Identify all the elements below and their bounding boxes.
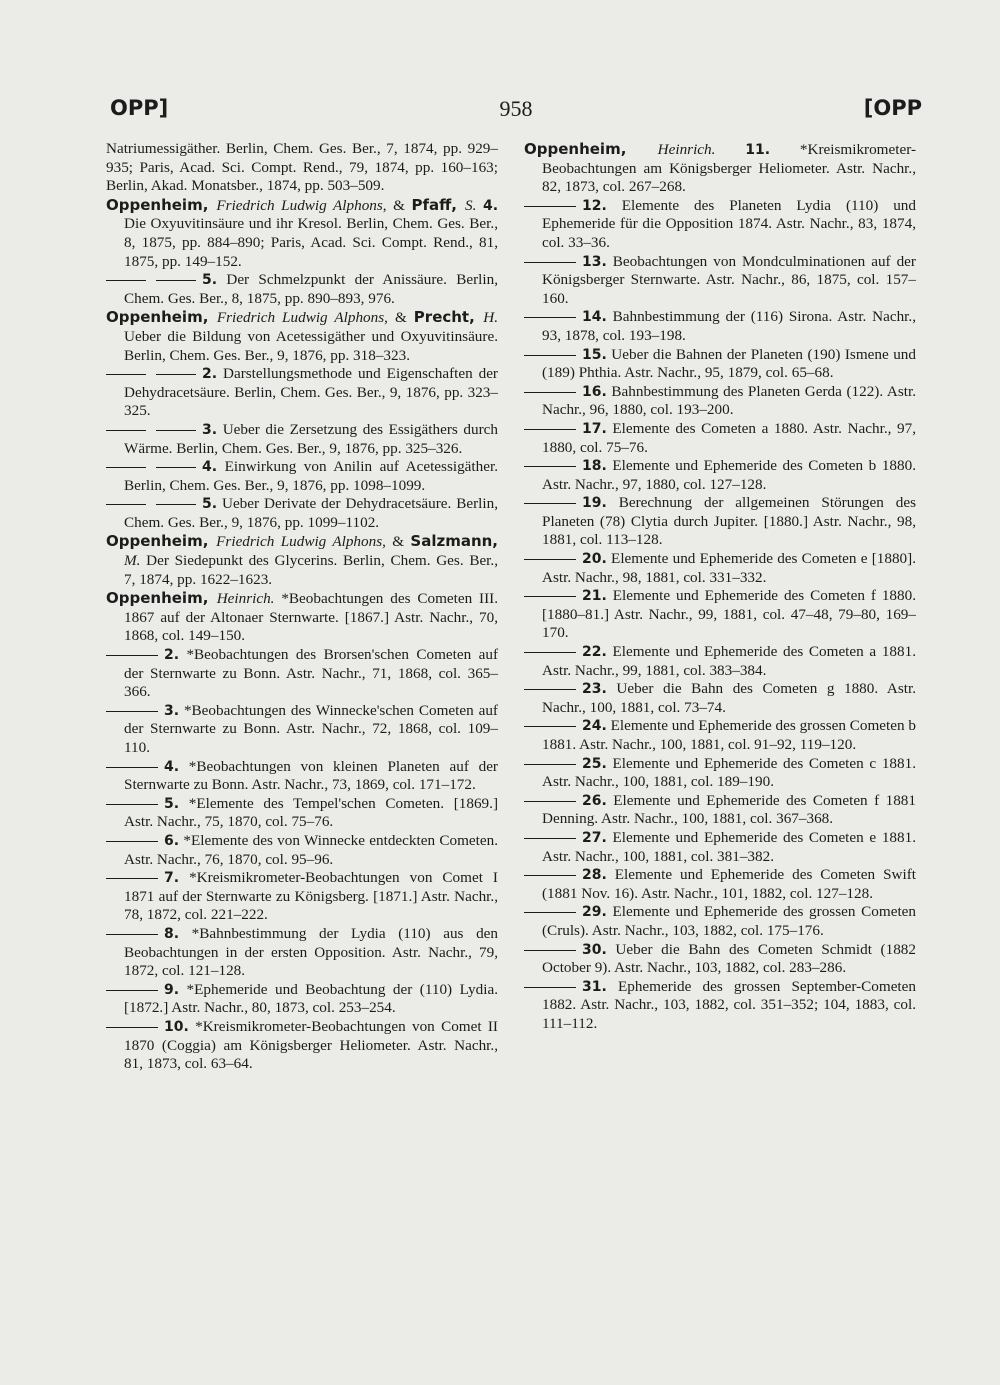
entry-number: 15. <box>582 346 607 363</box>
entry-number: 5. <box>202 496 218 513</box>
entry-citation: Die Oxyuvitinsäure und ihr Kresol. Berlin, Chem. Ges. Ber., 8, 1875, pp. 884–890; Paris, Acad. Sci. Compt. Rend., 81, 1875, pp. 149–152. <box>124 215 498 270</box>
bibliography-entry <box>106 421 498 458</box>
entry-citation: *Beobachtungen des Cometen III. 1867 auf der Altonaer Sternwarte. [1867.] Astr. Nachr., 70, 1868, col. 149–150. <box>124 590 498 645</box>
author-name: Oppenheim, <box>106 195 217 214</box>
ditto-rule <box>524 429 576 430</box>
entry-number: 2. <box>164 647 180 664</box>
entry-citation: Elemente und Ephemeride des Cometen a 1881. Astr. Nachr., 99, 1881, col. 383–384. <box>542 643 916 679</box>
author-given-name: H. <box>483 309 498 327</box>
entry-number: 22. <box>582 644 607 661</box>
page-number: 958 <box>499 96 533 121</box>
bibliography-entry <box>524 550 916 587</box>
bibliography-entry <box>106 981 498 1018</box>
entry-citation: Darstellungsmethode und Eigenschaften der Dehydracetsäure. Berlin, Chem. Ges. Ber., 9, 1876, pp. 323–325. <box>124 365 498 420</box>
entry-citation: Ueber die Bahn des Cometen g 1880. Astr. Nachr., 100, 1881, col. 73–74. <box>542 680 916 716</box>
ditto-rule <box>524 912 576 913</box>
running-head-right: [OPP <box>863 96 922 120</box>
ditto-rule <box>106 504 146 505</box>
bibliography-entry <box>524 587 916 643</box>
ditto-rule <box>106 990 158 991</box>
entry-number: 20. <box>582 551 607 568</box>
ditto-rule <box>524 317 576 318</box>
author-given-name: M. <box>124 552 141 570</box>
author-given-name: Heinrich. <box>657 141 716 158</box>
entry-citation: Beobachtungen von Mondculminationen auf der Königsberger Sternwarte. Astr. Nachr., 86, 1875, col. 157–160. <box>542 252 916 307</box>
ditto-rule <box>156 467 196 468</box>
entry-number: 5. <box>202 272 218 289</box>
ditto-rule <box>106 467 146 468</box>
bibliography-entry <box>524 253 916 309</box>
bibliography-entry <box>106 702 498 758</box>
entry-citation: Ueber die Bildung von Acetessigäther und Oxyuvitinsäure. Berlin, Chem. Ges. Ber., 9, 1876, pp. 318–323. <box>124 327 498 364</box>
entry-number: 12. <box>582 197 607 214</box>
entry-number: 3. <box>164 702 180 719</box>
author-name: Salzmann, <box>410 532 498 551</box>
bibliography-entry <box>524 866 916 903</box>
author-given-name: Friedrich Ludwig Alphons <box>216 533 383 551</box>
entry-citation: *Kreismikrometer-Beobachtungen von Comet I 1871 auf der Sternwarte zu Königsberg. [1871.] Astr. Nachr., 78, 1872, col. 221–222. <box>124 869 498 924</box>
ditto-rule <box>524 801 576 802</box>
ditto-rule <box>524 652 576 653</box>
ditto-rule <box>106 374 146 375</box>
ditto-rule <box>524 392 576 393</box>
ditto-rule <box>106 804 158 805</box>
bibliography-entry <box>106 196 498 271</box>
entry-number: 29. <box>582 904 607 921</box>
entry-citation: *Elemente des von Winnecke entdeckten Cometen. Astr. Nachr., 76, 1870, col. 95–96. <box>124 831 498 868</box>
bibliography-entry <box>524 457 916 494</box>
author-given-name: S. <box>465 196 477 214</box>
author-name: Oppenheim, <box>106 589 217 608</box>
entry-citation: *Kreismikrometer-Beobachtungen am Königsberger Heliometer. Astr. Nachr., 82, 1873, col. 267–268. <box>542 141 917 196</box>
entry-number: 18. <box>582 458 607 475</box>
bibliography-entry <box>524 717 916 754</box>
entry-citation: *Elemente des Tempel'schen Cometen. [1869.] Astr. Nachr., 75, 1870, col. 75–76. <box>124 794 498 831</box>
bibliography-entry <box>524 346 916 383</box>
bibliography-entry <box>106 832 498 869</box>
bibliography-entry <box>106 795 498 832</box>
entry-citation: Einwirkung von Anilin auf Acetessigäther. Berlin, Chem. Ges. Ber., 9, 1876, pp. 1098–1099. <box>124 458 498 494</box>
entry-citation: Elemente des Cometen a 1880. Astr. Nachr., 97, 1880, col. 75–76. <box>542 419 916 456</box>
entry-number: 30. <box>582 941 607 958</box>
author-name: Oppenheim, <box>524 140 658 158</box>
author-given-name: Friedrich Ludwig Alphons <box>216 196 383 214</box>
ditto-rule <box>106 1027 158 1028</box>
entry-citation: Bahnbestimmung des Planeten Gerda (122). Astr. Nachr., 96, 1880, col. 193–200. <box>542 382 916 419</box>
bibliography-entry <box>524 903 916 940</box>
entry-text: , & <box>384 309 414 327</box>
entry-number: 2. <box>202 366 218 383</box>
entry-number: 28. <box>582 867 607 884</box>
entry-number: 8. <box>164 925 180 942</box>
entry-citation: *Beobachtungen des Brorsen'schen Cometen auf der Sternwarte zu Bonn. Astr. Nachr., 71, 1868, col. 365–366. <box>124 646 498 701</box>
entry-citation: *Beobachtungen des Winnecke'schen Cometen auf der Sternwarte zu Bonn. Astr. Nachr., 72, 1868, col. 109–110. <box>124 701 498 756</box>
entry-number: 27. <box>582 829 607 846</box>
ditto-rule <box>524 466 576 467</box>
entry-number: 7. <box>164 870 180 887</box>
bibliography-entry <box>524 494 916 550</box>
entry-citation: Elemente und Ephemeride des Cometen e 1881. Astr. Nachr., 100, 1881, col. 381–382. <box>542 828 916 865</box>
entry-number: 5. <box>164 795 180 812</box>
ditto-rule <box>524 689 576 690</box>
bibliography-entry <box>106 532 498 589</box>
ditto-rule <box>106 841 158 842</box>
bibliography-entry <box>106 458 498 495</box>
ditto-rule <box>524 206 576 207</box>
entry-number: 4. <box>202 459 218 476</box>
entry-number: 16. <box>582 383 607 400</box>
entry-number: 10. <box>164 1018 189 1035</box>
bibliography-entry <box>524 383 916 420</box>
ditto-rule <box>524 950 576 951</box>
entry-citation: Ueber Derivate der Dehydracetsäure. Berlin, Chem. Ges. Ber., 9, 1876, pp. 1099–1102. <box>124 495 498 531</box>
entry-citation: Elemente und Ephemeride des grossen Cometen b 1881. Astr. Nachr., 100, 1881, col. 91–92, 119–120. <box>542 717 916 753</box>
entry-number: 4. <box>482 197 499 214</box>
ditto-rule <box>106 280 146 281</box>
ditto-rule <box>106 430 146 431</box>
entry-number: 26. <box>582 792 607 809</box>
entry-citation: Elemente und Ephemeride des Cometen e [1880]. Astr. Nachr., 98, 1881, col. 331–332. <box>542 550 916 586</box>
entry-number: 11. <box>745 142 771 158</box>
ditto-rule <box>524 764 576 765</box>
entry-number: 24. <box>582 718 607 735</box>
entry-citation: Elemente und Ephemeride des Cometen Swift (1881 Nov. 16). Astr. Nachr., 101, 1882, col. 127–128. <box>542 866 916 902</box>
ditto-rule <box>156 504 196 505</box>
ditto-rule <box>524 355 576 356</box>
left-column <box>106 140 498 1074</box>
entry-citation: *Bahnbestimmung der Lydia (110) aus den Beobachtungen in der ersten Opposition. Astr. Nachr., 79, 1872, col. 121–128. <box>124 924 498 980</box>
bibliography-entry <box>106 271 498 308</box>
ditto-rule <box>106 711 158 712</box>
entry-text: Natriumessigäther. Berlin, Chem. Ges. Ber., 7, 1874, pp. 929–935; Paris, Acad. Sci. Compt. Rend., 79, 1874, pp. 160–163; Berlin, Akad. Monatsber., 1874, pp. 503–509. <box>106 140 498 195</box>
bibliography-entry <box>524 308 916 345</box>
entry-citation: Elemente und Ephemeride des Cometen f 1880. [1880–81.] Astr. Nachr., 99, 1881, col. 47–48, 79–80, 169–170. <box>542 587 916 642</box>
entry-number: 3. <box>202 421 218 438</box>
entry-number: 14. <box>582 309 607 326</box>
entry-number: 19. <box>582 495 607 512</box>
author-name: Precht, <box>413 308 484 327</box>
entry-citation: Elemente und Ephemeride des grossen Cometen (Cruls). Astr. Nachr., 103, 1882, col. 175–176. <box>542 903 916 939</box>
bibliography-entry <box>106 308 498 365</box>
bibliography-entry <box>106 646 498 702</box>
bibliography-entry <box>524 755 916 792</box>
entry-citation: Ueber die Bahn des Cometen Schmidt (1882 October 9). Astr. Nachr., 103, 1882, col. 283–286. <box>542 940 916 977</box>
bibliography-entry <box>106 1018 498 1074</box>
entry-citation: Elemente und Ephemeride des Cometen f 1881 Denning. Astr. Nachr., 100, 1881, col. 367–368. <box>542 791 916 828</box>
bibliography-entry <box>524 140 916 197</box>
author-given-name: Heinrich. <box>216 590 275 608</box>
bibliography-entry <box>524 197 916 253</box>
entry-citation: *Kreismikrometer-Beobachtungen von Comet II 1870 (Coggia) am Königsberger Heliometer. Astr. Nachr., 81, 1873, col. 63–64. <box>124 1017 498 1073</box>
bibliography-entry <box>106 365 498 421</box>
author-name: Pfaff, <box>411 195 465 214</box>
ditto-rule <box>106 767 158 768</box>
ditto-rule <box>524 503 576 504</box>
ditto-rule <box>524 875 576 876</box>
bibliography-entry <box>524 643 916 680</box>
entry-citation: *Beobachtungen von kleinen Planeten auf der Sternwarte zu Bonn. Astr. Nachr., 73, 1869, col. 171–172. <box>124 757 498 794</box>
entry-number: 31. <box>582 978 607 995</box>
ditto-rule <box>524 987 576 988</box>
entry-number: 21. <box>582 588 607 605</box>
entry-citation: Elemente und Ephemeride des Cometen c 1881. Astr. Nachr., 100, 1881, col. 189–190. <box>542 754 916 791</box>
entry-number: 13. <box>582 253 607 270</box>
entry-citation: Der Schmelzpunkt der Anissäure. Berlin, Chem. Ges. Ber., 8, 1875, pp. 890–893, 976. <box>124 271 498 307</box>
ditto-rule <box>524 596 576 597</box>
ditto-rule <box>156 430 196 431</box>
entry-citation: Ephemeride des grossen September-Cometen 1882. Astr. Nachr., 103, 1882, col. 351–352; 104, 1883, col. 111–112. <box>542 977 916 1032</box>
bibliography-entry <box>106 758 498 795</box>
author-given-name: Friedrich Ludwig Alphons <box>216 309 385 327</box>
bibliography-entry <box>106 925 498 981</box>
entry-citation: Ueber die Zersetzung des Essigäthers durch Wärme. Berlin, Chem. Ges. Ber., 9, 1876, pp. 325–326. <box>124 420 498 457</box>
entry-number: 6. <box>164 832 180 849</box>
entry-text: , & <box>382 196 412 214</box>
page-header <box>110 96 922 136</box>
entry-citation: *Ephemeride und Beobachtung der (110) Lydia. [1872.] Astr. Nachr., 80, 1873, col. 253–254. <box>124 980 498 1017</box>
ditto-rule <box>524 726 576 727</box>
entry-number: 25. <box>582 755 607 772</box>
author-name: Oppenheim, <box>106 532 217 551</box>
bibliography-entry <box>524 680 916 717</box>
ditto-rule <box>106 878 158 879</box>
entry-number: 9. <box>164 981 180 998</box>
author-name: Oppenheim, <box>106 308 217 327</box>
bibliography-entry <box>524 420 916 457</box>
entry-number: 4. <box>164 758 180 775</box>
ditto-rule <box>106 934 158 935</box>
bibliography-entry <box>524 829 916 866</box>
bibliography-entry <box>106 495 498 532</box>
entry-text: , & <box>382 533 411 551</box>
entry-citation: Der Siedepunkt des Glycerins. Berlin, Chem. Ges. Ber., 7, 1874, pp. 1622–1623. <box>124 552 498 588</box>
ditto-rule <box>106 655 158 656</box>
entry-number: 17. <box>582 420 607 437</box>
entry-citation: Elemente des Planeten Lydia (110) und Ephemeride für die Opposition 1874. Astr. Nachr., 83, 1874, col. 33–36. <box>542 196 916 251</box>
right-column <box>524 140 916 1034</box>
ditto-rule <box>524 838 576 839</box>
entry-number: 23. <box>582 681 607 698</box>
bibliography-entry <box>106 869 498 925</box>
ditto-rule <box>524 262 576 263</box>
entry-citation: Berechnung der allgemeinen Störungen des Planeten (78) Clytia durch Jupiter. [1880.] Astr. Nachr., 98, 1881, col. 113–128. <box>542 494 916 549</box>
bibliography-entry <box>524 792 916 829</box>
bibliography-entry <box>524 978 916 1034</box>
ditto-rule <box>156 280 196 281</box>
bibliography-entry <box>106 589 498 646</box>
bibliography-entry <box>524 941 916 978</box>
ditto-rule <box>156 374 196 375</box>
entry-citation: Elemente und Ephemeride des Cometen b 1880. Astr. Nachr., 97, 1880, col. 127–128. <box>542 457 916 493</box>
ditto-rule <box>524 559 576 560</box>
entry-citation: Ueber die Bahnen der Planeten (190) Ismene und (189) Phthia. Astr. Nachr., 95, 1879, col. 65–68. <box>542 345 916 382</box>
running-head-left: OPP] <box>110 96 169 120</box>
bibliography-entry <box>106 140 498 196</box>
entry-citation: Bahnbestimmung der (116) Sirona. Astr. Nachr., 93, 1878, col. 193–198. <box>542 308 916 344</box>
